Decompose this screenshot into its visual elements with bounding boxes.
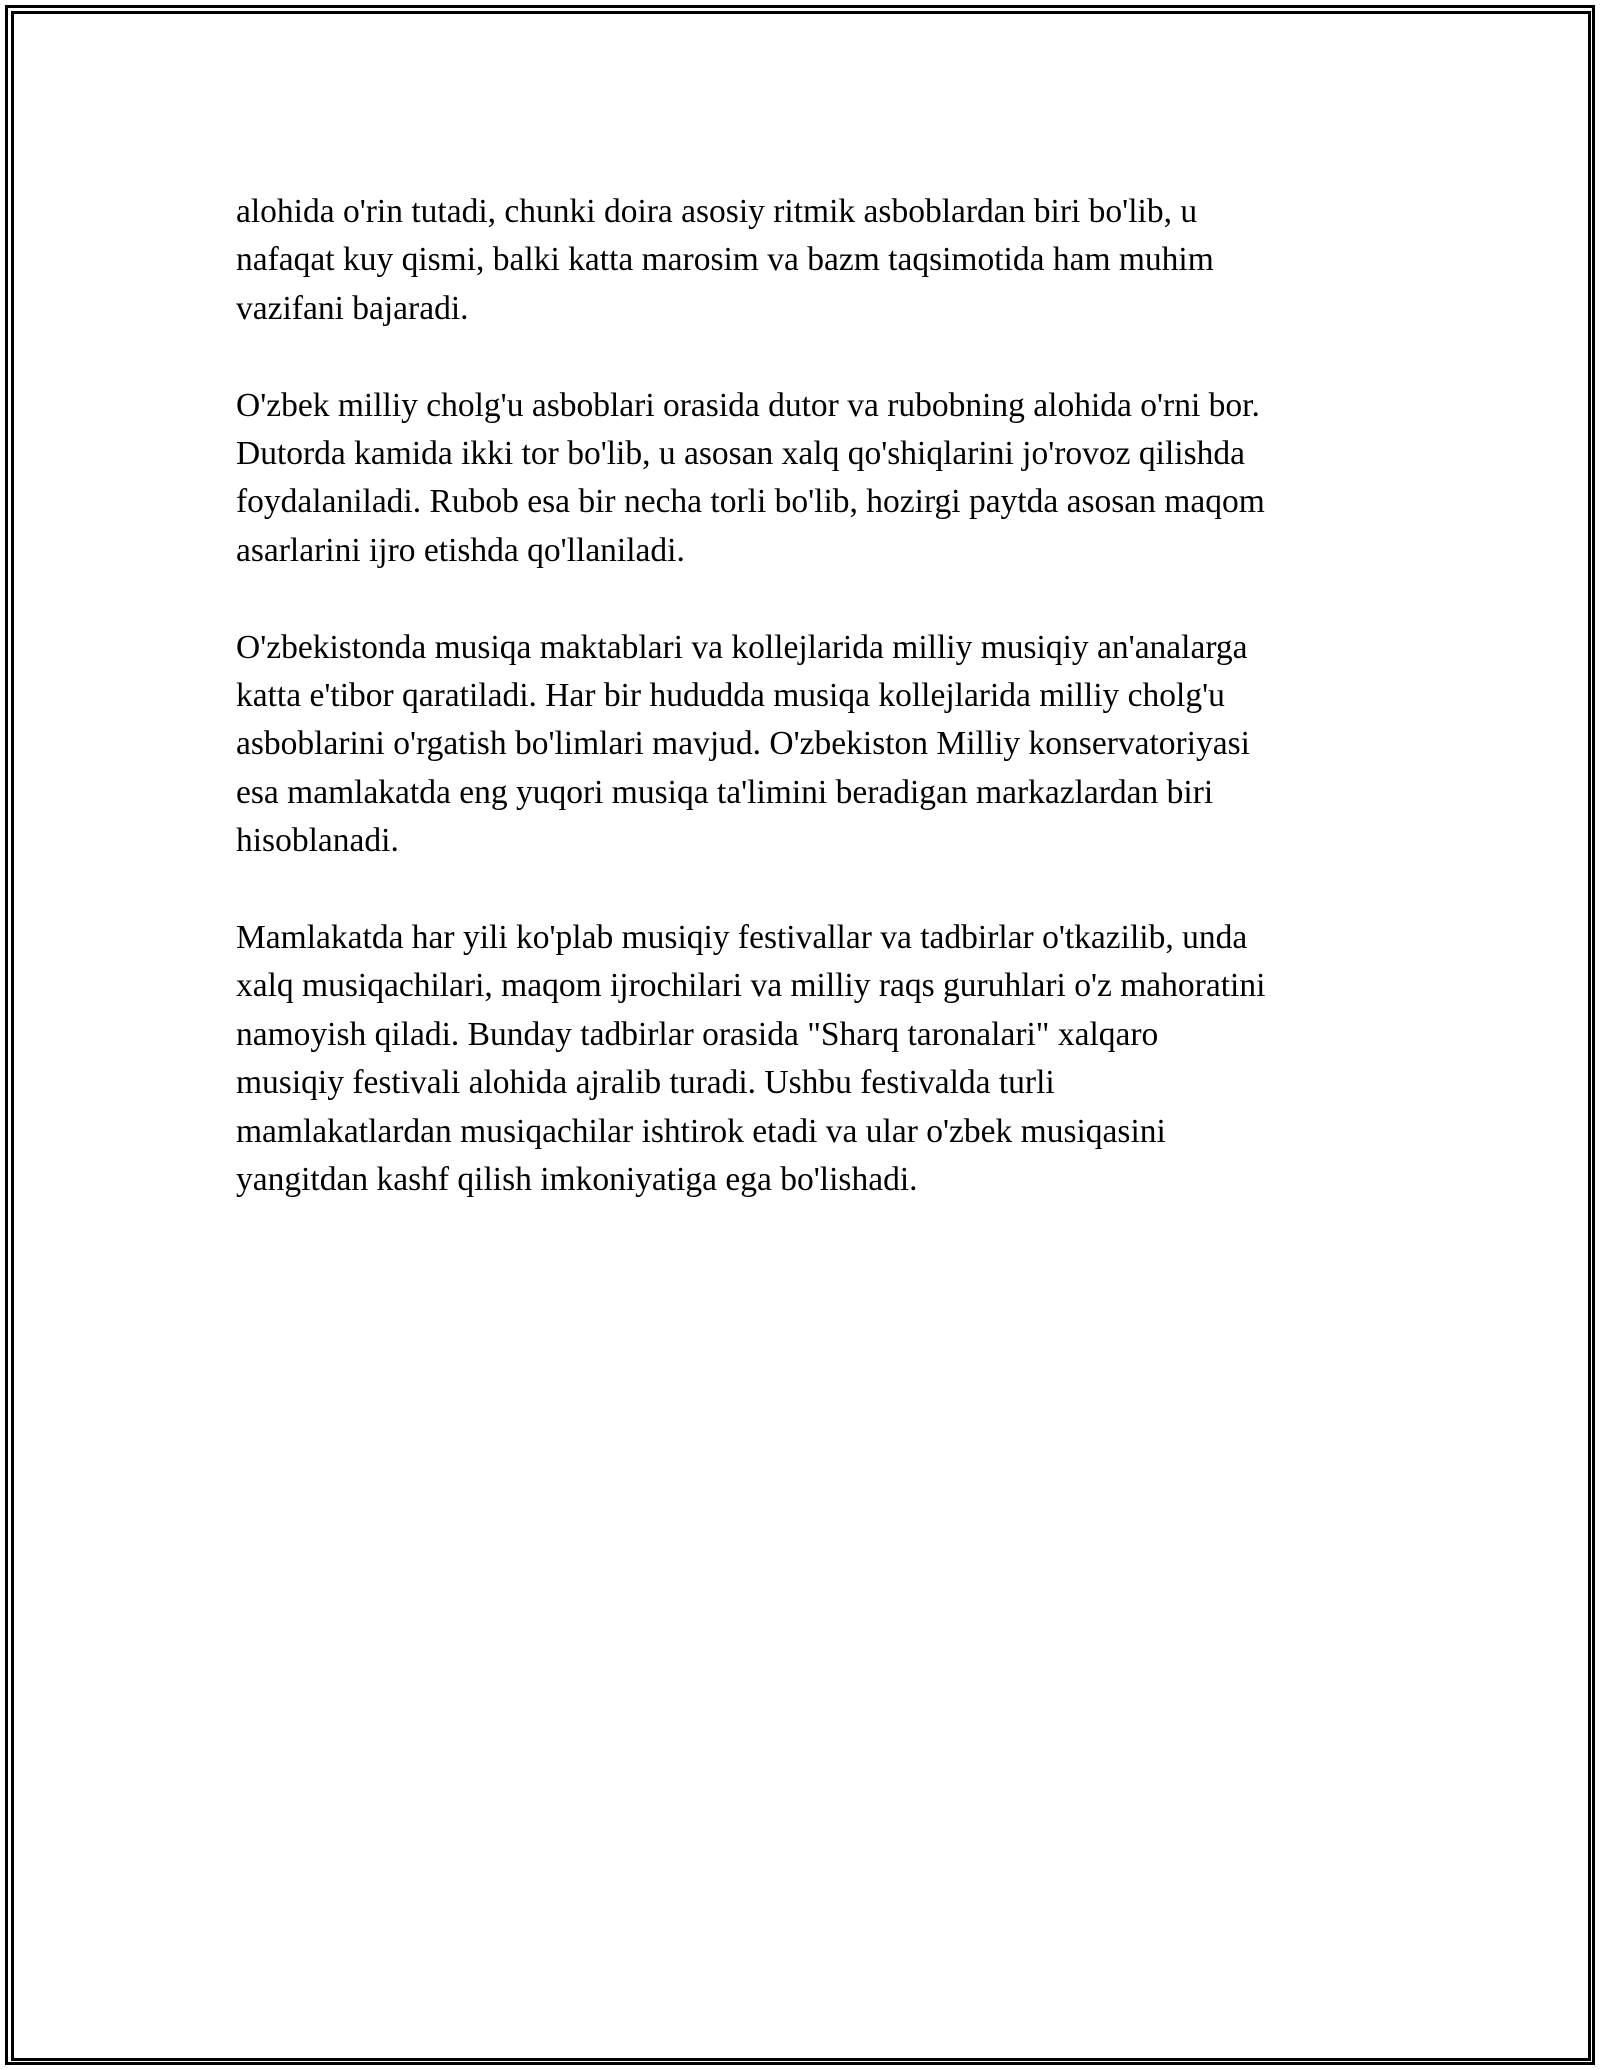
text-line: yangitdan kashf qilish imkoniyatiga ega bo'lishadi. — [236, 1161, 918, 1199]
text-line: alohida o'rin tutadi, chunki doira asosiy ritmik asboblardan biri bo'lib, u — [236, 193, 1198, 230]
text-line: vazifani bajaradi. — [236, 289, 469, 327]
text-line: nafaqat kuy qismi, balki katta marosim va bazm taqsimotida ham muhim — [236, 241, 1214, 279]
text-line: musiqiy festivali alohida ajralib turadi. Ushbu festivalda turli — [236, 1064, 1055, 1102]
document-body — [236, 188, 1386, 1253]
text-line: O'zbek milliy cholg'u asboblari orasida dutor va rubobning alohida o'rni bor. — [236, 386, 1260, 424]
text-line: asarlarini ijro etishda qo'llaniladi. — [236, 531, 685, 569]
paragraph-festivals — [236, 914, 1386, 1204]
text-line: asboblarini o'rgatish bo'limlari mavjud. O'zbekiston Milliy konservatoriyasi — [236, 725, 1250, 763]
text-line: xalq musiqachilari, maqom ijrochilari va milliy raqs guruhlari o'z mahoratini — [236, 967, 1266, 1005]
text-line: Mamlakatda har yili ko'plab musiqiy festivallar va tadbirlar o'tkazilib, unda — [236, 919, 1248, 957]
text-line: esa mamlakatda eng yuqori musiqa ta'limini beradigan markazlardan biri — [236, 773, 1214, 811]
text-line: foydalaniladi. Rubob esa bir necha torli bo'lib, hozirgi paytda asosan maqom — [236, 483, 1265, 521]
text-line: katta e'tibor qaratiladi. Har bir hududda musiqa kollejlarida milliy cholg'u — [236, 677, 1225, 715]
text-line: namoyish qiladi. Bunday tadbirlar orasida "Sharq taronalari" xalqaro — [236, 1015, 1159, 1053]
text-line: O'zbekistonda musiqa maktablari va kollejlarida milliy musiqiy an'analarga — [236, 628, 1248, 666]
text-line: mamlakatlardan musiqachilar ishtirok etadi va ular o'zbek musiqasini — [236, 1112, 1166, 1150]
text-line: hisoblanadi. — [236, 822, 399, 860]
text-line: Dutorda kamida ikki tor bo'lib, u asosan xalq qo'shiqlarini jo'rovoz qilishda — [236, 435, 1245, 473]
paragraph-music-education — [236, 624, 1386, 866]
paragraph-doira — [236, 188, 1386, 333]
paragraph-dutor-rubob — [236, 382, 1386, 576]
